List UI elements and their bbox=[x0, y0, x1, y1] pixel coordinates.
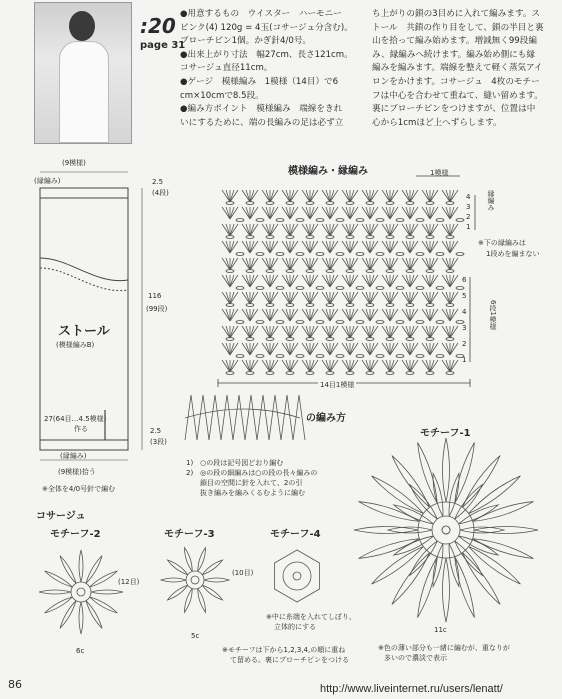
motif4-name: モチーフ-4 bbox=[270, 529, 321, 540]
row-num: 2 bbox=[462, 340, 467, 348]
color-note: ※色の薄い部分も一緒に編むが、重なりが bbox=[378, 644, 510, 652]
stole-length-rows: (99段) bbox=[146, 305, 168, 313]
assembly-note2: て留める。裏にブローチピンをつける bbox=[230, 656, 349, 664]
stole-name: ストール bbox=[58, 324, 110, 339]
row-num: 6 bbox=[462, 276, 467, 284]
row-num: 5 bbox=[462, 292, 467, 300]
m4-note: ※中に糸端を入れてしぼり、 bbox=[266, 613, 356, 621]
stole-bottom-rows: 2.5 bbox=[150, 427, 162, 435]
instr-line: ブローチピン1個。かぎ針4/0号。 bbox=[180, 36, 312, 47]
stole-pattern: (模様編みB) bbox=[56, 341, 95, 349]
assembly-note: ※モチーフは下から1,2,3,4,の順に重ね bbox=[222, 646, 346, 654]
body-rows bbox=[462, 272, 466, 368]
instr-line: cm×10cmで8.5段。 bbox=[180, 90, 264, 101]
howto-steps bbox=[186, 458, 317, 498]
row-num: 2 bbox=[466, 213, 471, 221]
instr-line: ●出来上がり寸法 幅27cm、長さ121cm。 bbox=[180, 49, 353, 60]
howto-step: 抜き編みを編みくるむように編む bbox=[186, 489, 305, 497]
color-note2: 多いので濃淡で表示 bbox=[384, 654, 447, 662]
row-num: 3 bbox=[462, 324, 467, 332]
instr-line: ロンをかけます。コサージュ 4枚のモチー bbox=[372, 76, 540, 87]
m4-note2: 立体的にする bbox=[274, 623, 316, 631]
stole-top-label: (9模様) bbox=[62, 159, 86, 167]
howto-step: 2) ◎の段の細編みは○の段の長々編みの bbox=[186, 469, 318, 477]
instr-line: 山を拾って編み始めます。増減無く99段編 bbox=[372, 36, 537, 47]
instr-line: 編みを編みます。端線を整えて軽く蒸気アイ bbox=[372, 63, 543, 74]
page-reference: page 31 bbox=[140, 40, 186, 51]
motif3-size: 5c bbox=[191, 632, 200, 640]
instr-line: 心から1cmほど上へずらします。 bbox=[372, 117, 502, 128]
stole-start-note: 27(64目…4.5模様) bbox=[44, 415, 107, 423]
instr-line: トール 共鎖の作り目をして、鎖の半目と裏 bbox=[372, 22, 544, 33]
motif2-petals: (12目) bbox=[118, 578, 140, 586]
motif2-name: モチーフ-2 bbox=[50, 529, 101, 540]
instr-line: ち上がりの鎖の3目めに入れて編みます。ス bbox=[372, 9, 541, 19]
howto-title: の編み方 bbox=[306, 413, 346, 424]
row-num: 1 bbox=[466, 223, 471, 231]
stole-top-rows: 2.5 bbox=[152, 178, 164, 186]
row-num: 4 bbox=[466, 193, 471, 201]
corsage-title: コサージュ bbox=[36, 511, 86, 522]
row-num: 1 bbox=[462, 356, 467, 364]
instr-line: ●用意するもの ウイスター ハーモニー bbox=[180, 9, 342, 19]
watermark-url[interactable]: http://www.liveinternet.ru/users/lenatt/ bbox=[320, 683, 503, 695]
motif1-size: 11c bbox=[434, 626, 447, 634]
motif1-name: モチーフ-1 bbox=[420, 428, 471, 439]
instr-line: フは中心を合わせて重ねて、縫い留めます。 bbox=[372, 90, 543, 101]
stitch-chart bbox=[222, 190, 467, 375]
instr-line: 裏にブローチピンをつけますが、位置は中 bbox=[372, 104, 536, 115]
stole-edge-bottom: (縁編み) bbox=[60, 452, 87, 460]
row-num: 3 bbox=[466, 203, 471, 211]
stole-start-note2: 作る bbox=[74, 425, 88, 433]
repeat-side: 6段1模様 bbox=[489, 300, 497, 330]
instr-line: ●編み方ポイント 模様編み 端線をきれ bbox=[180, 104, 343, 115]
instr-line: ピンク(4) 120g = 4玉(コサージュ分含む)。 bbox=[180, 22, 353, 33]
howto-diagram bbox=[185, 395, 305, 440]
instr-line: ●ゲージ 模様編み 1模様（14目）で6 bbox=[180, 76, 339, 87]
project-number: :20 bbox=[140, 14, 176, 38]
edge-label: 縁編み bbox=[487, 190, 495, 211]
edge-rows bbox=[466, 192, 470, 232]
motif3-name: モチーフ-3 bbox=[164, 529, 215, 540]
row-num: 4 bbox=[462, 308, 467, 316]
howto-step: 1) ○の段は記号図どおり編む bbox=[186, 459, 284, 467]
instr-line: み、縁編みへ続けます。編み始め側にも縁 bbox=[372, 49, 535, 60]
stole-top-rows2: (4段) bbox=[152, 189, 169, 197]
chart-title: 模様編み・縁編み bbox=[288, 166, 368, 177]
stole-edge-top: (縁編み) bbox=[34, 177, 61, 185]
motif3-petals: (10目) bbox=[232, 569, 254, 577]
howto-step: 鎖目の空間に針を入れて、2の引 bbox=[186, 479, 303, 487]
repeat-bottom: 14目1模様 bbox=[320, 381, 355, 389]
instr-line: コサージュ直径11cm。 bbox=[180, 63, 273, 74]
under-note: ※下の縁編みは bbox=[478, 239, 526, 247]
stole-bottom-rows2: (3段) bbox=[150, 438, 167, 446]
instr-line: いにするために、端の長編みの足は必ず立 bbox=[180, 117, 344, 128]
under-note2: 1段めを編まない bbox=[486, 250, 540, 258]
repeat-top: 1模様 bbox=[430, 169, 449, 177]
stole-length: 116 bbox=[148, 292, 162, 300]
page-number: 86 bbox=[8, 678, 22, 691]
needle-note: ※全体を4/0号針で編む bbox=[42, 485, 116, 493]
motif2-size: 6c bbox=[76, 647, 85, 655]
stole-bottom-label: (9模様)拾う bbox=[58, 468, 96, 476]
